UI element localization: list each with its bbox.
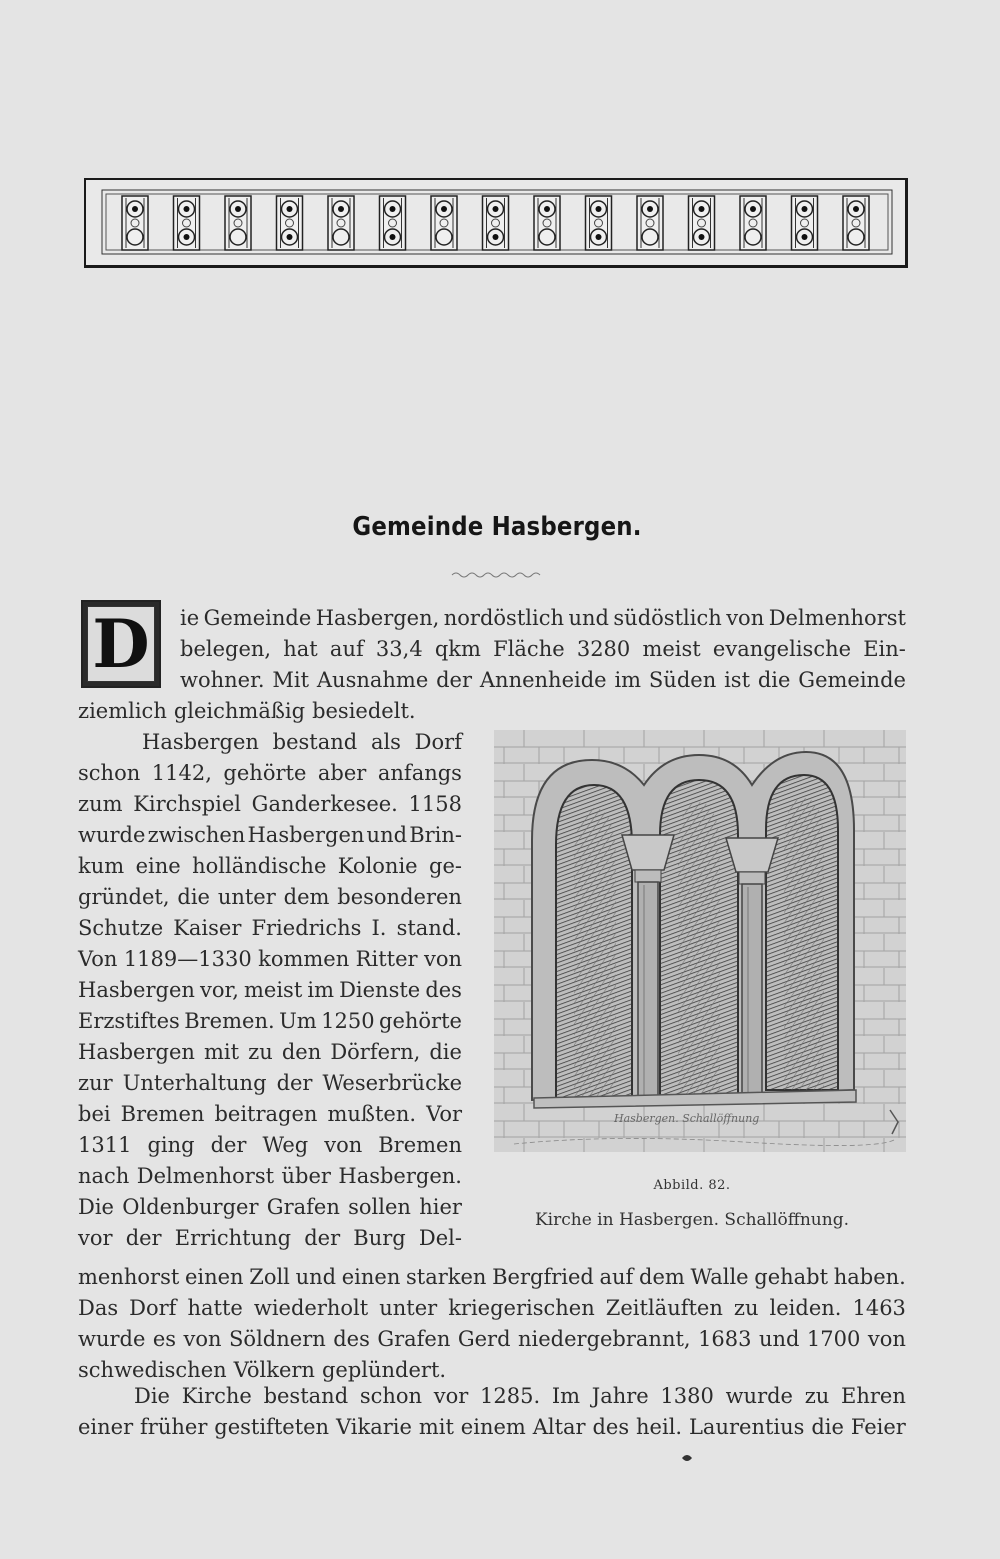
text-line: wohner. Mit Ausnahme der Annenheide im Süden ist die Gemeinde bbox=[180, 668, 906, 692]
ornament-cell bbox=[483, 196, 509, 250]
ornament-pattern bbox=[86, 180, 906, 266]
text-line: gründet, die unter dem besonderen bbox=[78, 885, 462, 909]
title-divider-flourish bbox=[450, 570, 542, 580]
figure-number: Abbild. 82. bbox=[653, 1178, 731, 1193]
paragraph-1-end bbox=[78, 696, 906, 727]
ornament-cell bbox=[586, 196, 612, 250]
text-line: ziemlich gleichmäßig besiedelt. bbox=[78, 699, 416, 723]
text-line: belegen, hat auf 33,4 qkm Fläche 3280 meist evangelische Ein- bbox=[180, 637, 906, 661]
initial-frame bbox=[87, 606, 155, 682]
paragraph-1-indented bbox=[180, 603, 906, 696]
initial-letter: D bbox=[92, 605, 150, 683]
figure-sketch bbox=[494, 730, 906, 1152]
paragraph-3 bbox=[78, 1381, 906, 1443]
ornament-cell bbox=[431, 196, 457, 250]
figure-caption: Kirche in Hasbergen. Schallöffnung. bbox=[534, 1210, 849, 1230]
ornament-cell bbox=[277, 196, 303, 250]
text-line: Schutze Kaiser Friedrichs I. stand. bbox=[78, 916, 462, 940]
ornament-cell bbox=[534, 196, 560, 250]
text-line: vor der Errichtung der Burg Del- bbox=[78, 1226, 462, 1250]
ornament-cell bbox=[689, 196, 715, 250]
text-line: zum Kirchspiel Ganderkesee. 1158 bbox=[78, 792, 462, 816]
text-line: Die Kirche bestand schon vor 1285. Im Jahre 1380 wurde zu Ehren bbox=[134, 1384, 906, 1408]
text-line: Hasbergen mit zu den Dörfern, die bbox=[78, 1040, 462, 1064]
text-line: bei Bremen beitragen mußten. Vor bbox=[78, 1102, 462, 1126]
text-line: Von 1189—1330 kommen Ritter von bbox=[78, 947, 462, 971]
paragraph-2-full-width bbox=[78, 1262, 906, 1386]
text-line: wurde es von Söldnern des Grafen Gerd niedergebrannt, 1683 und 1700 von bbox=[78, 1327, 906, 1351]
decorative-initial bbox=[81, 600, 161, 688]
text-line: nach Delmenhorst über Hasbergen. bbox=[78, 1164, 462, 1188]
ornament-cell bbox=[740, 196, 766, 250]
text-line: menhorst einen Zoll und einen starken Bergfried auf dem Walle gehabt haben. bbox=[78, 1265, 906, 1289]
text-line: wurde zwischen Hasbergen und Brin- bbox=[78, 823, 462, 847]
ornament-cell bbox=[843, 196, 869, 250]
ornament-cell bbox=[174, 196, 200, 250]
ornament-cell bbox=[637, 196, 663, 250]
page-title: Gemeinde Hasbergen. bbox=[352, 512, 642, 542]
text-line: schwedischen Völkern geplündert. bbox=[78, 1358, 447, 1382]
text-line: kum eine holländische Kolonie ge- bbox=[78, 854, 462, 878]
paragraph-2-narrow-column bbox=[78, 727, 462, 1254]
text-line: Das Dorf hatte wiederholt unter kriegerischen Zeitläuften zu leiden. 1463 bbox=[78, 1296, 906, 1320]
page-mark-glyph bbox=[680, 1452, 694, 1464]
ornament-cell bbox=[792, 196, 818, 250]
church-window-sketch bbox=[494, 730, 906, 1152]
ornament-cell bbox=[225, 196, 251, 250]
text-line: 1311 ging der Weg von Bremen bbox=[78, 1133, 462, 1157]
text-line: schon 1142, gehörte aber anfangs bbox=[78, 761, 462, 785]
sketch-inscription: Hasbergen. Schallöffnung bbox=[614, 1112, 760, 1125]
ornament-cell bbox=[328, 196, 354, 250]
ornamental-header-band bbox=[84, 178, 908, 268]
text-line: ie Gemeinde Hasbergen, nordöstlich und südöstlich von Delmenhorst bbox=[180, 606, 906, 630]
text-line: einer früher gestifteten Vikarie mit einem Altar des heil. Laurentius die Feier bbox=[78, 1415, 906, 1439]
ornament-cell bbox=[380, 196, 406, 250]
ornament-cell bbox=[122, 196, 148, 250]
text-line: zur Unterhaltung der Weserbrücke bbox=[78, 1071, 462, 1095]
text-line: Die Oldenburger Grafen sollen hier bbox=[78, 1195, 462, 1219]
text-line: Hasbergen vor, meist im Dienste des bbox=[78, 978, 462, 1002]
text-line: Erzstiftes Bremen. Um 1250 gehörte bbox=[78, 1009, 462, 1033]
text-line: Hasbergen bestand als Dorf bbox=[142, 730, 462, 754]
